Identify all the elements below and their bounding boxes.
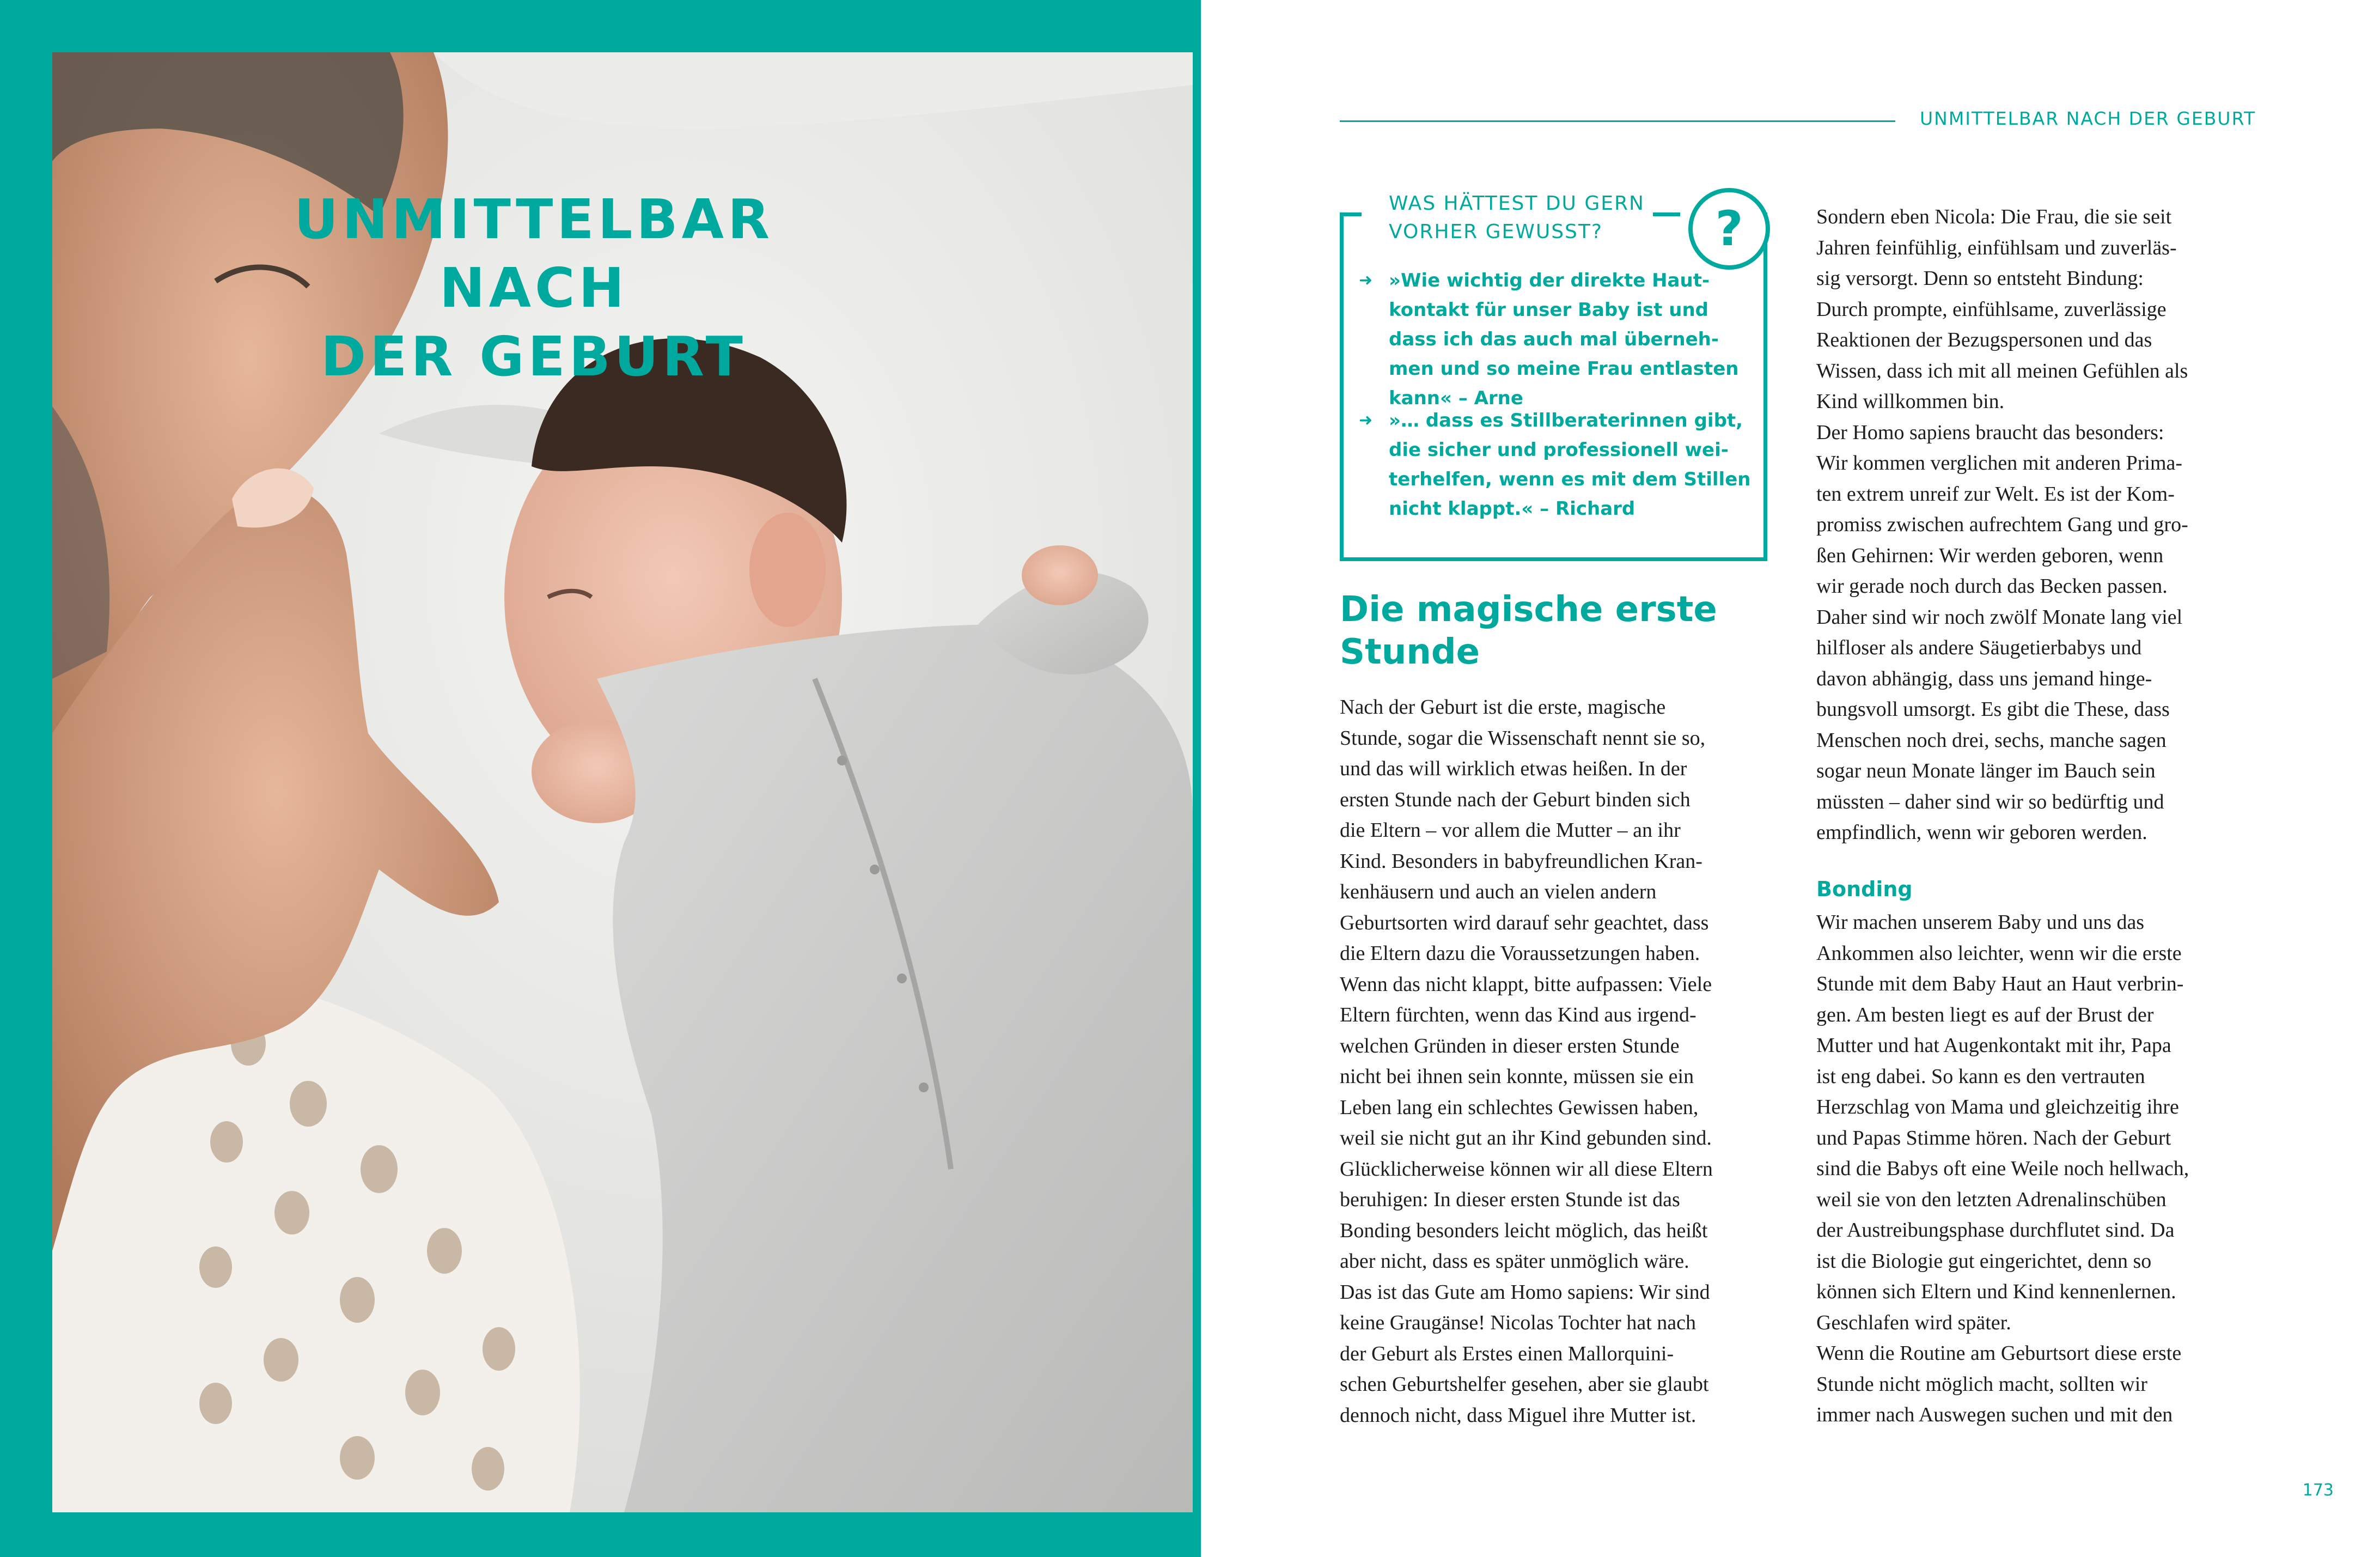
body-column-left [1340,692,1713,1431]
section-title [1340,588,1775,673]
body-text-line: ßen Gehirnen: Wir werden geboren, wenn [1816,544,2164,567]
body-text-line: nicht bei ihnen sein konnte, müssen sie ein [1340,1065,1694,1088]
body-text-line: welchen Gründen in dieser ersten Stunde [1340,1034,1680,1057]
body-text-line: hilfloser als andere Säugetierbabys und [1816,636,2142,659]
body-text-line: gen. Am besten liegt es auf der Brust der [1816,1003,2154,1026]
body-text-line: sind die Babys oft eine Weile noch hellwach, [1816,1157,2189,1180]
body-text-line: bungsvoll umsorgt. Es gibt die These, dass [1816,698,2170,721]
question-box-heading-line: VORHER GEWUSST? [1389,221,1603,243]
body-text-line: die Eltern dazu die Voraussetzungen haben. [1340,942,1700,965]
body-text-line: Herzschlag von Mama und gleichzeitig ihre [1816,1096,2179,1118]
body-text-line: Stunde, sogar die Wissenschaft nennt sie so, [1340,726,1706,750]
body-text-line: ten extrem unreif zur Welt. Es ist der Kom- [1816,482,2175,506]
body-text-line: müssten – daher sind wir so bedürftig und [1816,790,2164,813]
question-box-quote [1359,266,1770,413]
body-text-line: sig versorgt. Denn so entsteht Bindung: [1816,267,2144,290]
body-text-line: aber nicht, dass es später unmöglich wäre. [1340,1250,1689,1273]
body-text-line: Glücklicherweise können wir all diese Eltern [1340,1157,1713,1181]
body-text-line: Stunde nicht möglich macht, sollten wir [1816,1372,2147,1396]
question-box-heading-line: WAS HÄTTEST DU GERN [1389,192,1645,215]
body-text-line: Geburtsorten wird darauf sehr geachtet, dass [1340,911,1709,934]
body-text-line: Kind willkommen bin. [1816,390,2005,413]
body-text-line: schen Geburtshelfer gesehen, aber sie glaubt [1340,1373,1709,1396]
body-text-line: Nach der Geburt ist die erste, magische [1340,696,1666,719]
body-text-line: Wissen, dass ich mit all meinen Gefühlen als [1816,359,2188,382]
quote-line: nicht klappt.« – Richard [1389,498,1636,520]
quote-line: kann« – Arne [1389,387,1523,409]
body-text-line: und das will wirklich etwas heißen. In der [1340,757,1687,780]
question-box-top-rule [1340,212,1362,216]
quote-line: dass ich das auch mal überneh- [1389,329,1719,350]
body-text-line: Geschlafen wird später. [1816,1311,2011,1334]
body-text-line: wir gerade noch durch das Becken passen. [1816,575,2168,598]
body-text-line: empfindlich, wenn wir geboren werden. [1816,821,2147,844]
body-text-line: Bonding besonders leicht möglich, das heißt [1340,1219,1708,1242]
body-text-line: dennoch nicht, dass Miguel ihre Mutter ist. [1340,1403,1696,1427]
body-text-line: die Eltern – vor allem die Mutter – an ihr [1340,819,1681,842]
section-title-line: Stunde [1340,632,1480,672]
quote-line: »… dass es Stillberaterinnen gibt, [1389,410,1743,431]
page-number: 173 [2302,1481,2334,1500]
arrow-right-icon: ➜ [1359,271,1373,290]
body-text-line: der Austreibungsphase durchflutet sind. Da [1816,1219,2175,1242]
subheading-bonding: Bonding [1816,877,1913,901]
body-text-line: Kind. Besonders in babyfreundlichen Kran- [1340,849,1702,873]
body-text-line: Wir machen unserem Baby und uns das [1816,911,2145,934]
body-text-line: Stunde mit dem Baby Haut an Haut verbrin- [1816,972,2184,995]
body-text-line: und Papas Stimme hören. Nach der Geburt [1816,1126,2171,1149]
chapter-title-line: DER GEBURT [321,325,747,388]
right-page [1201,0,2380,1557]
body-text-line: weil sie von den letzten Adrenalinschüben [1816,1188,2167,1211]
body-text-line: Das ist das Gute am Homo sapiens: Wir sind [1340,1280,1710,1304]
quote-line: men und so meine Frau entlasten [1389,358,1739,380]
body-text-line: können sich Eltern und Kind kennenlernen. [1816,1280,2176,1303]
body-text-line: weil sie nicht gut an ihr Kind gebunden sind. [1340,1127,1712,1149]
body-text-line: Menschen noch drei, sechs, manche sagen [1816,728,2167,752]
chapter-title [229,185,839,391]
body-text-line: Der Homo sapiens braucht das besonders: [1816,421,2164,444]
body-text-line: Wenn das nicht klappt, bitte aufpassen: Viele [1340,972,1712,996]
body-text-line: Daher sind wir noch zwölf Monate lang viel [1816,605,2183,629]
body-text-line: beruhigen: In dieser ersten Stunde ist das [1340,1188,1680,1211]
running-head: UNMITTELBAR NACH DER GEBURT [1920,108,2256,129]
body-text-line: sogar neun Monate länger im Bauch sein [1816,759,2156,782]
body-text-line: Leben lang ein schlechtes Gewissen haben, [1340,1096,1699,1119]
section-title-line: Die magische erste [1340,589,1717,630]
body-text-line: kenhäusern und auch an vielen andern [1340,880,1657,903]
body-text-line: Wenn die Routine am Geburtsort diese erste [1816,1342,2182,1365]
header-rule [1340,120,1895,122]
body-column-right-bottom [1816,907,2189,1431]
question-mark-icon: ? [1688,188,1770,270]
body-text-line: Reaktionen der Bezugspersonen und das [1816,329,2152,351]
arrow-right-icon: ➜ [1359,411,1373,430]
question-box-quote [1359,406,1770,524]
quote-line: terhelfen, wenn es mit dem Stillen [1389,469,1751,490]
body-text-line: Durch prompte, einfühlsame, zuverlässige [1816,297,2167,321]
body-text-line: davon abhängig, dass uns jemand hinge- [1816,667,2152,690]
body-text-line: Mutter und hat Augenkontakt mit ihr, Papa [1816,1034,2171,1057]
quote-line: »Wie wichtig der direkte Haut- [1389,270,1710,291]
body-text-line: ersten Stunde nach der Geburt binden sich [1340,788,1691,811]
body-text-line: ist die Biologie gut eingerichtet, denn so [1816,1249,2152,1273]
body-text-line: Eltern fürchten, wenn das Kind aus irgend- [1340,1003,1696,1026]
chapter-title-line: UNMITTELBAR NACH [294,187,773,320]
body-text-line: Sondern eben Nicola: Die Frau, die sie seit [1816,205,2172,228]
question-box-heading [1389,190,1672,246]
quote-line: die sicher und professionell wei- [1389,439,1729,461]
body-text-line: der Geburt als Erstes einen Mallorquini- [1340,1342,1674,1365]
body-text-line: Jahren feinfühlig, einfühlsam und zuverläs- [1816,236,2177,259]
body-text-line: promiss zwischen aufrechtem Gang und gro- [1816,513,2188,536]
body-text-line: ist eng dabei. So kann es den vertrauten [1816,1065,2145,1088]
body-text-line: Wir kommen verglichen mit anderen Prima- [1816,452,2183,475]
quote-line: kontakt für unser Baby ist und [1389,299,1708,321]
body-text-line: immer nach Auswegen suchen und mit den [1816,1403,2173,1426]
body-text-line: Ankommen also leichter, wenn wir die erste [1816,941,2182,965]
body-text-line: keine Graugänse! Nicolas Tochter hat nach [1340,1311,1696,1334]
body-column-right-top [1816,202,2188,848]
